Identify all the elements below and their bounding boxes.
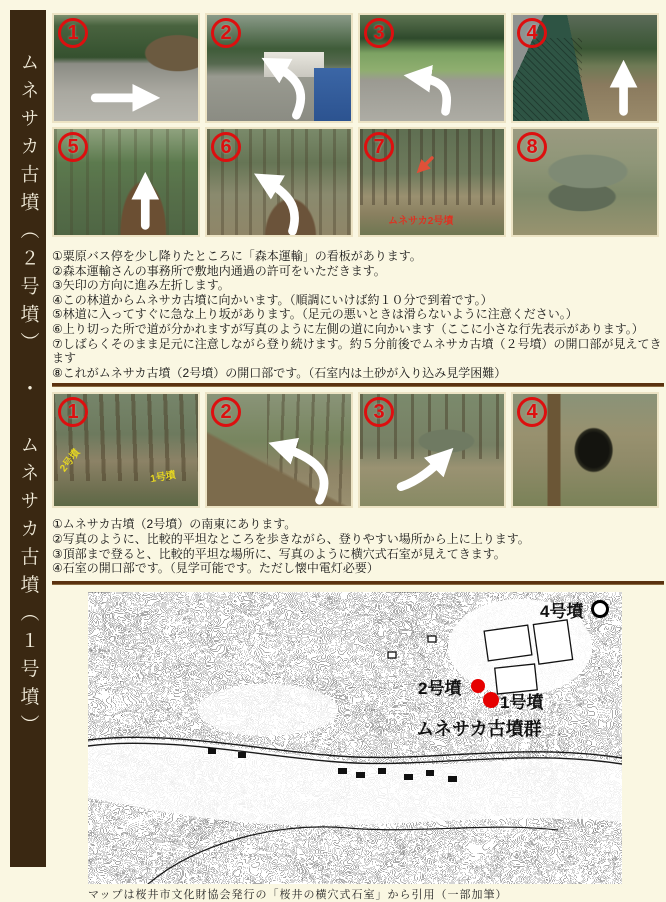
map-label-tomb1: 1号墳 bbox=[500, 692, 544, 712]
map-label-group: ムネサカ古墳群 bbox=[416, 718, 542, 739]
step-number-badge: 6 bbox=[211, 132, 241, 162]
step-number-badge: 8 bbox=[517, 132, 547, 162]
step-number-badge: 4 bbox=[517, 18, 547, 48]
section-divider bbox=[52, 383, 664, 387]
route-photo-7 bbox=[358, 127, 506, 237]
step-text: ④石室の開口部です。（見学可能です。ただし懐中電灯必要） bbox=[52, 561, 379, 576]
map-section bbox=[88, 592, 622, 902]
tomb1-step-list bbox=[52, 517, 664, 575]
step-number-badge: 1 bbox=[58, 397, 88, 427]
step-text: ④この林道からムネサカ古墳に向かいます。（順調にいけば約１０分で到着です。） bbox=[52, 292, 493, 307]
photo-annotation: 1号墳 bbox=[149, 470, 177, 486]
tomb2-marker bbox=[471, 679, 485, 693]
route-photo-4 bbox=[511, 13, 659, 123]
step-text: ②写真のように、比較的平坦なところを歩きながら、登りやすい場所から上に上ります。 bbox=[52, 531, 530, 546]
step-text: ⑦しばらくそのまま足元に注意しながら登り続けます。約５分前後でムネサカ古墳（２号墳）の開口部が見えてきます bbox=[52, 336, 662, 366]
page-title-sidebar bbox=[10, 10, 46, 867]
route-photo-6 bbox=[205, 127, 353, 237]
step-text: ⑥上り切った所で道が分かれますが写真のように左側の道に向かいます（ここに小さな行先表示があります。） bbox=[52, 321, 644, 336]
tomb1-photo-row bbox=[52, 392, 664, 508]
tomb1-photo-1 bbox=[52, 392, 200, 508]
map-caption: マップは桜井市文化財協会発行の「桜井の横穴式石室」から引用（一部加筆） bbox=[88, 888, 508, 901]
tomb4-marker bbox=[591, 600, 609, 618]
step-text: ②森本運輸さんの事務所で敷地内通過の許可をいただきます。 bbox=[52, 263, 386, 278]
route-photo-8 bbox=[511, 127, 659, 237]
tomb1-photo-3 bbox=[358, 392, 506, 508]
page-title: ムネサカ古墳（２号墳） ・ ムネサカ古墳（１号墳） bbox=[17, 52, 39, 743]
main-content bbox=[52, 0, 664, 902]
step-number-badge: 1 bbox=[58, 18, 88, 48]
step-text: ③矢印の方向に進み左折します。 bbox=[52, 278, 230, 293]
route-photo-1 bbox=[52, 13, 200, 123]
tomb1-marker bbox=[483, 692, 499, 708]
step-number-badge: 4 bbox=[517, 397, 547, 427]
step-text: ⑤林道に入ってすぐに急な上り坂があります。（足元の悪いときは滑らないように注意ください。） bbox=[52, 307, 578, 322]
step-number-badge: 3 bbox=[364, 18, 394, 48]
tomb1-photo-2 bbox=[205, 392, 353, 508]
map-label-tomb4: 4号墳 bbox=[540, 601, 584, 621]
step-number-badge: 7 bbox=[364, 132, 394, 162]
step-text: ①ムネサカ古墳（2号墳）の南東にあります。 bbox=[52, 517, 297, 532]
step-number-badge: 2 bbox=[211, 18, 241, 48]
route-photo-row-2 bbox=[52, 127, 664, 237]
step-text: ③頂部まで登ると、比較的平坦な場所に、写真のように横穴式石室が見えてきます。 bbox=[52, 546, 506, 561]
route-photo-3 bbox=[358, 13, 506, 123]
step-number-badge: 3 bbox=[364, 397, 394, 427]
step-text: ⑧これがムネサカ古墳（2号墳）の開口部です。（石室内は土砂が入り込み見学困難） bbox=[52, 365, 507, 380]
route-photo-5 bbox=[52, 127, 200, 237]
section-divider bbox=[52, 581, 664, 585]
route-photo-row-1 bbox=[52, 13, 664, 123]
step-number-badge: 2 bbox=[211, 397, 241, 427]
step-text: ①粟原バス停を少し降りたところに「森本運輸」の看板があります。 bbox=[52, 249, 422, 263]
route-photo-2 bbox=[205, 13, 353, 123]
topographic-map bbox=[88, 592, 622, 884]
map-label-tomb2: 2号墳 bbox=[418, 678, 462, 698]
tomb2-step-list bbox=[52, 249, 664, 380]
tomb1-photo-4 bbox=[511, 392, 659, 508]
photo-annotation: ムネサカ2号墳 bbox=[388, 216, 454, 227]
photo-annotation: 2号墳 bbox=[58, 447, 83, 475]
step-number-badge: 5 bbox=[58, 132, 88, 162]
